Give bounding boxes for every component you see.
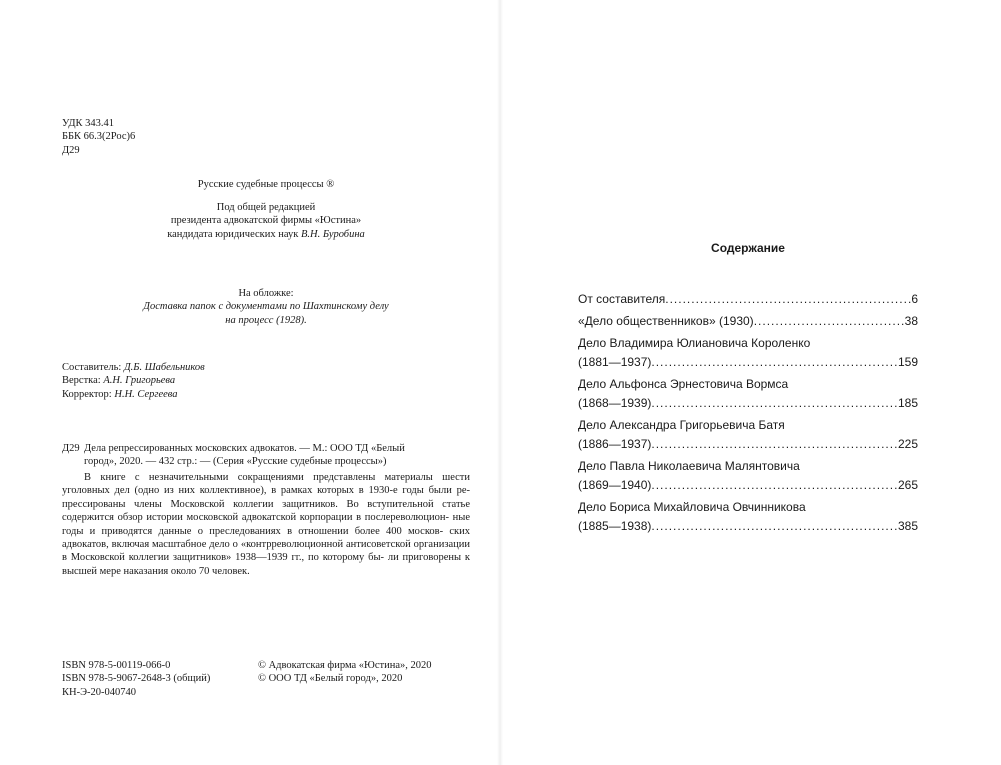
toc-leader	[651, 517, 898, 536]
udc-code: УДК 343.41	[62, 118, 115, 129]
cover-caption-line: на процесс (1928).	[225, 314, 307, 326]
abstract-line: содержится обзор истории московской адвокатской корпорации в послереволюцион-	[62, 512, 450, 524]
toc-leader	[754, 312, 905, 331]
toc-page: 6	[911, 292, 918, 306]
toc-entry[interactable]	[578, 312, 918, 331]
toc-title: Дело Александра Григорьевича Батя	[578, 418, 785, 432]
page-fold	[497, 0, 503, 765]
isbn-line: ISBN 978-5-00119-066-0	[62, 660, 171, 671]
credit-layout	[62, 374, 205, 387]
credit-name: А.Н. Григорьева	[103, 375, 176, 387]
biblio-text: Дела репрессированных московских адвокатов. — М.: ООО ТД «Белый	[84, 443, 405, 454]
toc-title: Дело Бориса Михайловича Овчинникова	[578, 500, 806, 514]
toc-years: (1868—1939)	[578, 396, 652, 410]
credit-role: Корректор:	[62, 388, 115, 400]
abstract-line: В книге с незначительными сокращениями представлены материалы шести	[84, 472, 470, 483]
toc-page: 185	[897, 396, 918, 410]
toc-page: 225	[897, 437, 918, 451]
isbn-block	[62, 659, 210, 699]
abstract-line: ные годы и приводятся данные о преследованиях в отношении более 400 москов-	[62, 512, 471, 537]
editor-block	[62, 201, 470, 241]
toc-entry[interactable]	[578, 334, 918, 372]
contents-page	[578, 0, 918, 765]
toc-title: Дело Владимира Юлиановича Короленко	[578, 336, 811, 350]
toc-leader	[651, 394, 898, 413]
series-title: Русские судебные процессы ®	[197, 179, 335, 190]
catalog-number: КН-Э-20-040740	[62, 686, 137, 698]
toc-title: От составителя	[578, 292, 666, 306]
toc-title: Дело Павла Николаевича Малянтовича	[578, 459, 800, 473]
toc-leader	[651, 476, 898, 495]
credit-name: Н.Н. Сергеева	[114, 388, 178, 400]
toc-page: 159	[897, 355, 918, 369]
credit-proofreader	[62, 388, 205, 401]
toc-entry[interactable]	[578, 498, 918, 536]
copyright-line: © ООО ТД «Белый город», 2020	[258, 673, 403, 685]
biblio-code: Д29	[62, 443, 80, 454]
abstract-line: уголовных дел (одно из них коллективное), в рамках которых в 1930-е годы были ре-	[62, 485, 470, 497]
cover-note	[62, 287, 470, 327]
imprint-page	[62, 0, 470, 765]
cover-caption-line: Доставка папок с документами по Шахтинскому делу	[143, 301, 389, 313]
biblio-line	[62, 442, 470, 455]
toc-page: 265	[897, 478, 918, 492]
credits	[62, 361, 205, 401]
toc-leader	[651, 353, 898, 372]
toc-years: (1869—1940)	[578, 478, 652, 492]
cover-label: На обложке:	[238, 288, 294, 299]
copyright-line: © Адвокатская фирма «Юстина», 2020	[258, 660, 432, 671]
abstract-line: прессированы члены Московской коллегии защитников. Во вступительной статье	[62, 498, 470, 510]
toc-leader	[665, 290, 911, 309]
isbn-line: ISBN 978-5-9067-2648-3 (общий)	[62, 673, 211, 685]
toc-years: (1881—1937)	[578, 355, 652, 369]
copyright-block	[258, 659, 432, 686]
toc-years: (1885—1938)	[578, 519, 652, 533]
editor-line: президента адвокатской фирмы «Юстина»	[170, 215, 362, 227]
biblio-line: город», 2020. — 432 стр.: — (Серия «Русские судебные процессы»)	[84, 456, 387, 468]
bibliographic-record	[62, 442, 470, 469]
toc-title: Дело Альфонса Эрнестовича Вормса	[578, 377, 789, 391]
table-of-contents	[578, 290, 918, 539]
toc-leader	[651, 435, 898, 454]
editor-name: В.Н. Буробина	[300, 228, 365, 240]
author-mark: Д29	[62, 144, 80, 156]
toc-entry[interactable]	[578, 375, 918, 413]
toc-page: 385	[897, 519, 918, 533]
toc-entry[interactable]	[578, 290, 918, 309]
toc-years: (1886—1937)	[578, 437, 652, 451]
toc-entry[interactable]	[578, 416, 918, 454]
abstract-line: ли приговорены к высшей мере наказания около 70 человек.	[62, 552, 471, 577]
toc-page: 38	[904, 314, 918, 328]
classification-codes	[62, 117, 135, 157]
editor-degree: кандидата юридических наук	[167, 228, 301, 240]
editor-line	[62, 228, 470, 241]
bbk-code: ББК 66.3(2Рос)6	[62, 131, 136, 143]
credit-name: Д.Б. Шабельников	[123, 362, 205, 373]
abstract-text	[62, 471, 470, 578]
editor-line: Под общей редакцией	[216, 202, 316, 213]
contents-title: Содержание	[711, 241, 785, 255]
abstract	[62, 471, 470, 578]
toc-title: «Дело общественников» (1930)	[578, 314, 754, 328]
credit-role: Составитель:	[62, 362, 124, 373]
abstract-line: организации в Московской коллегии защитников» 1938—1939 гг., по которому бы-	[62, 539, 470, 564]
abstract-line: ских адвокатов, включая масштабное дело о «контрреволюционной антисоветской	[62, 525, 470, 551]
toc-entry[interactable]	[578, 457, 918, 495]
credit-role: Верстка:	[62, 375, 104, 387]
credit-compiler	[62, 361, 205, 374]
